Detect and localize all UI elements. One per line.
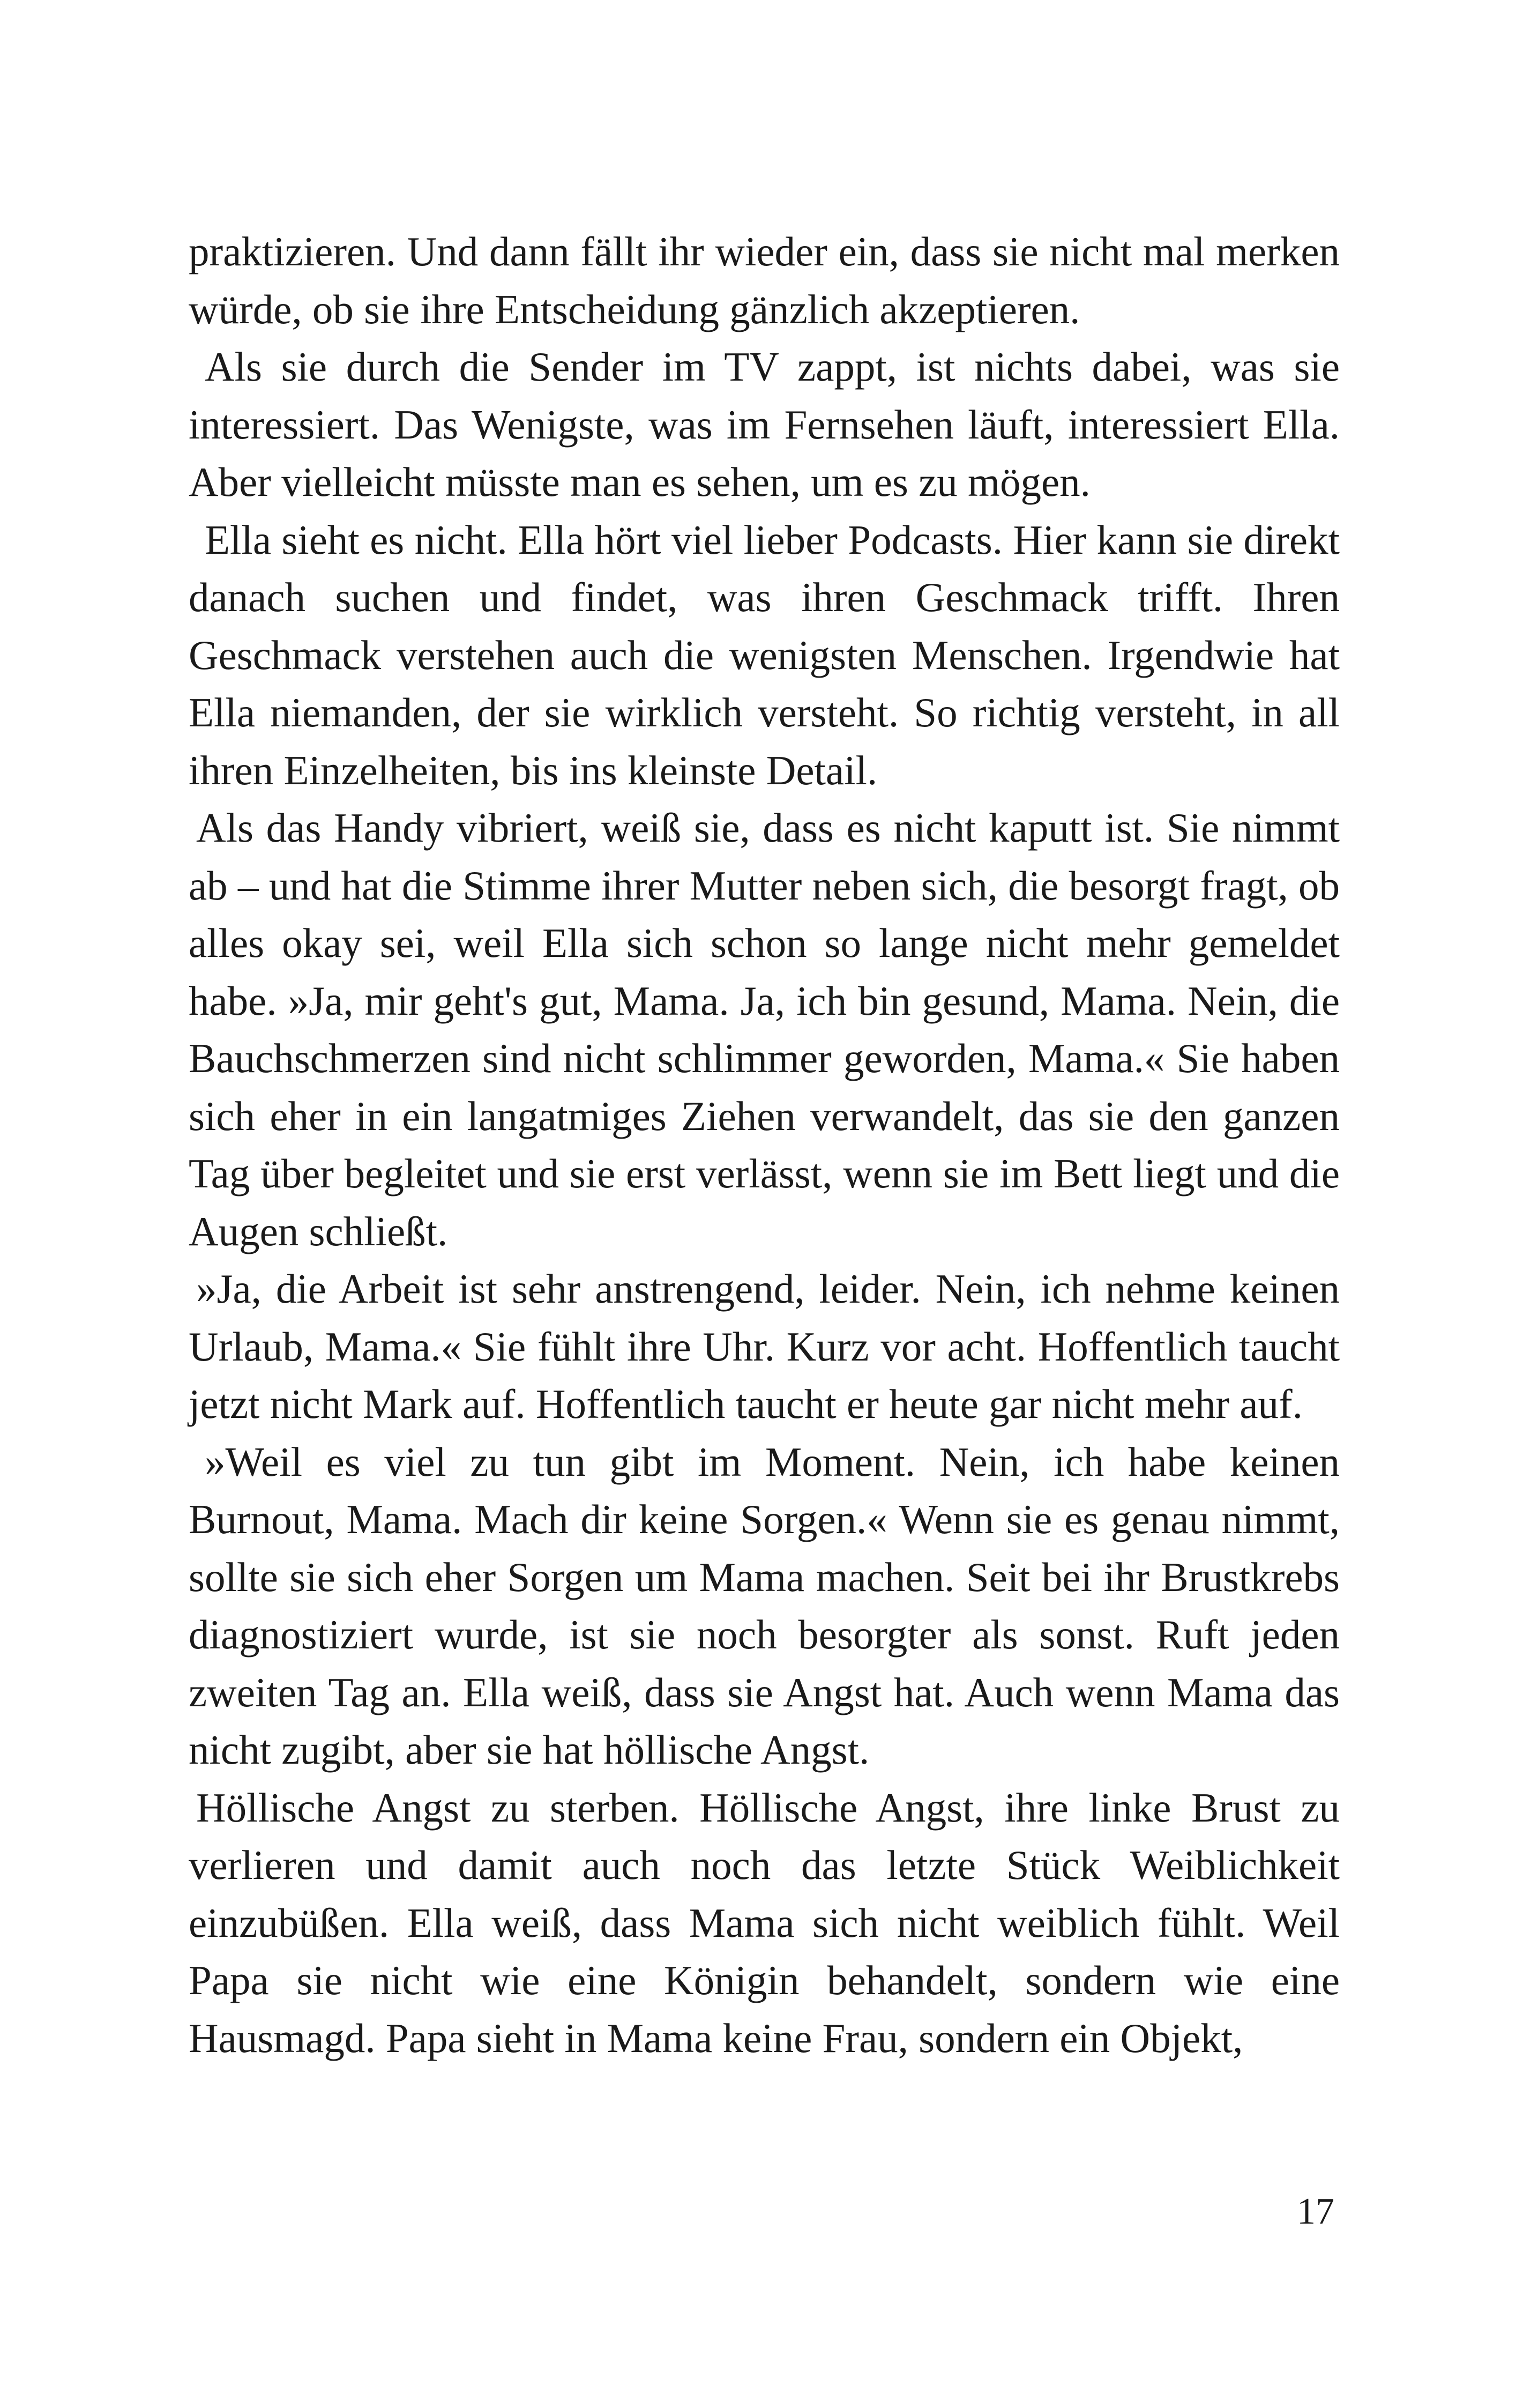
paragraph-2: Als sie durch die Sender im TV zappt, ist nichts dabei, was sie interessiert. Das Wenigste, was im Fernsehen läuft, interessiert Ella. Aber vielleicht müsste man es sehen, um es zu mögen. [189, 344, 1340, 505]
paragraph-7: Höllische Angst zu sterben. Höllische Angst, ihre linke Brust zu verlieren und damit auch noch das letzte Stück Weiblichkeit einzubüßen. Ella weiß, dass Mama sich nicht weiblich fühlt. Weil Papa sie nicht wie eine Königin behandelt, sondern wie eine Hausmagd. Papa sieht in Mama keine Frau, sondern ein Objekt, [189, 1784, 1340, 2061]
paragraph-5: »Ja, die Arbeit ist sehr anstrengend, leider. Nein, ich nehme keinen Urlaub, Mama.« Sie fühlt ihre Uhr. Kurz vor acht. Hoffentlich taucht jetzt nicht Mark auf. Hoffentlich taucht er heute gar nicht mehr auf. [189, 1266, 1340, 1427]
paragraph-1: praktizieren. Und dann fällt ihr wieder ein, dass sie nicht mal merken würde, ob sie ihre Entscheidung gänzlich akzeptieren. [189, 228, 1340, 332]
paragraph-4: Als das Handy vibriert, weiß sie, dass es nicht kaputt ist. Sie nimmt ab – und hat die Stimme ihrer Mutter neben sich, die besorgt fragt, ob alles okay sei, weil Ella sich schon so lange nicht mehr gemeldet habe. »Ja, mir geht's gut, Mama. Ja, ich bin gesund, Mama. Nein, die Bauchschmerzen sind nicht schlimmer geworden, Mama.« Sie haben sich eher in ein langatmiges Ziehen verwandelt, das sie den ganzen Tag über begleitet und sie erst verlässt, wenn sie im Bett liegt und die Augen schließt. [189, 805, 1340, 1254]
paragraph-3: Ella sieht es nicht. Ella hört viel lieber Podcasts. Hier kann sie direkt danach suchen und findet, was ihren Geschmack trifft. Ihren Geschmack verstehen auch die wenigsten Menschen. Irgendwie hat Ella niemanden, der sie wirklich versteht. So richtig versteht, in all ihren Einzelheiten, bis ins kleinste Detail. [189, 516, 1340, 793]
body-text [189, 223, 1340, 2067]
page-number: 17 [1297, 2191, 1334, 2232]
paragraph-6: »Weil es viel zu tun gibt im Moment. Nein, ich habe keinen Burnout, Mama. Mach dir keine Sorgen.« Wenn sie es genau nimmt, sollte sie sich eher Sorgen um Mama machen. Seit bei ihr Brustkrebs diagnostiziert wurde, ist sie noch besorgter als sonst. Ruft jeden zweiten Tag an. Ella weiß, dass sie Angst hat. Auch wenn Mama das nicht zugibt, aber sie hat höllische Angst. [189, 1438, 1340, 1773]
